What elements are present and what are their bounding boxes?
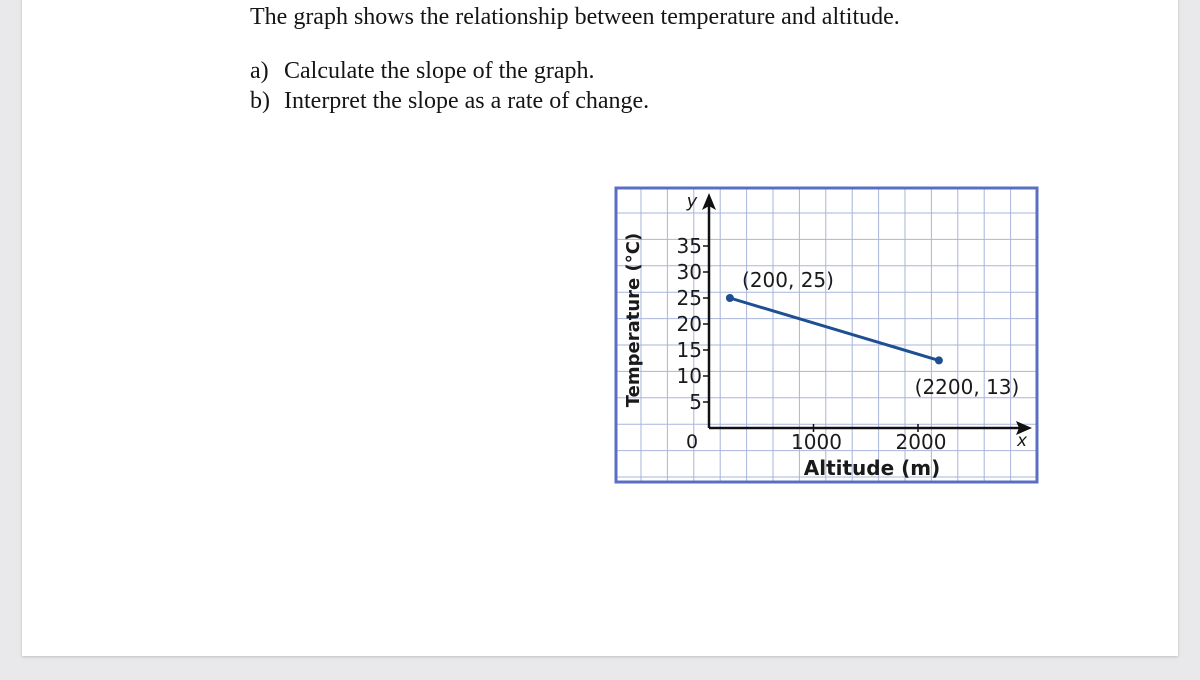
part-b-label: b): [250, 88, 270, 114]
y-axis-letter: y: [686, 191, 698, 212]
part-b-text: Interpret the slope as a rate of change.: [284, 88, 650, 114]
y-tick-label: 15: [676, 338, 702, 362]
x-tick-label: 2000: [895, 430, 947, 454]
y-tick-label: 20: [676, 312, 702, 336]
part-a-text: Calculate the slope of the graph.: [284, 58, 595, 84]
x-tick-label: 1000: [791, 430, 842, 454]
y-tick-label: 25: [676, 286, 702, 310]
y-tick-label: 35: [676, 234, 702, 258]
point-label-start: (200, 25): [742, 268, 834, 292]
data-point: [726, 294, 734, 302]
part-a-label: a): [250, 58, 269, 84]
point-label-end: (2200, 13): [914, 375, 1020, 399]
y-axis-title: Temperature (°C): [623, 232, 644, 408]
question-intro: The graph shows the relationship between temperature and altitude.: [250, 4, 900, 30]
x-axis-title: Altitude (m): [803, 456, 941, 480]
y-tick-label: 10: [676, 364, 702, 388]
y-tick-label: 30: [676, 260, 702, 284]
origin-label: 0: [685, 431, 699, 453]
y-tick-label: 5: [689, 390, 702, 414]
data-point: [935, 356, 943, 364]
x-axis-letter: x: [1016, 431, 1028, 451]
